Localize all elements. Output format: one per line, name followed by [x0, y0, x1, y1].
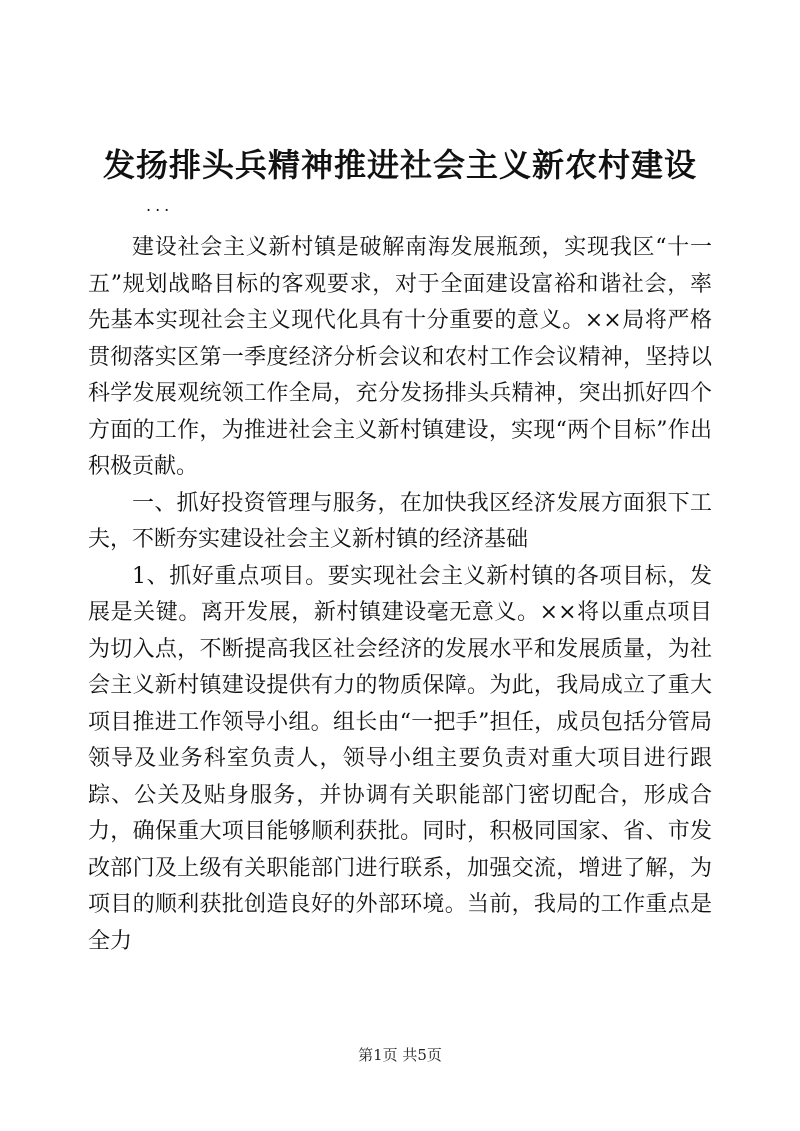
paragraph-intro: 建设社会主义新村镇是破解南海发展瓶颈，实现我区“十一五”规划战略目标的客观要求，对于全面建设富裕和谐社会，率先基本实现社会主义现代化具有十分重要的意义。××局将严格贯彻落实区第一季度经济分析会议和农村工作会议精神，坚持以科学发展观统领工作全局，充分发扬排头兵精神，突出抓好四个方面的工作，为推进社会主义新村镇建设，实现“两个目标”作出积极贡献。: [88, 235, 712, 479]
document-title: 发扬排头兵精神推进社会主义新农村建设: [102, 146, 697, 184]
paragraph-section-heading: 一、抓好投资管理与服务，在加快我区经济发展方面狠下工夫，不断夯实建设社会主义新村镇的经济基础: [88, 490, 712, 552]
document-body: [88, 230, 712, 960]
ellipsis-marker: ...: [146, 196, 174, 215]
paragraph-key-projects: 1、抓好重点项目。要实现社会主义新村镇的各项目标，发展是关键。离开发展，新村镇建设毫无意义。××将以重点项目为切入点，不断提高我区社会经济的发展水平和发展质量，为社会主义新村镇建设提供有力的物质保障。为此，我局成立了重大项目推进工作领导小组。组长由“一把手”担任，成员包括分管局领导及业务科室负责人，领导小组主要负责对重大项目进行跟踪、公关及贴身服务，并协调有关职能部门密切配合，形成合力，确保重大项目能够顺利获批。同时，积极同国家、省、市发改部门及上级有关职能部门进行联系，加强交流，增进了解，为项目的顺利获批创造良好的外部环境。当前，我局的工作重点是全力: [88, 563, 712, 954]
page-footer: 第1页 共5页: [358, 1046, 442, 1064]
